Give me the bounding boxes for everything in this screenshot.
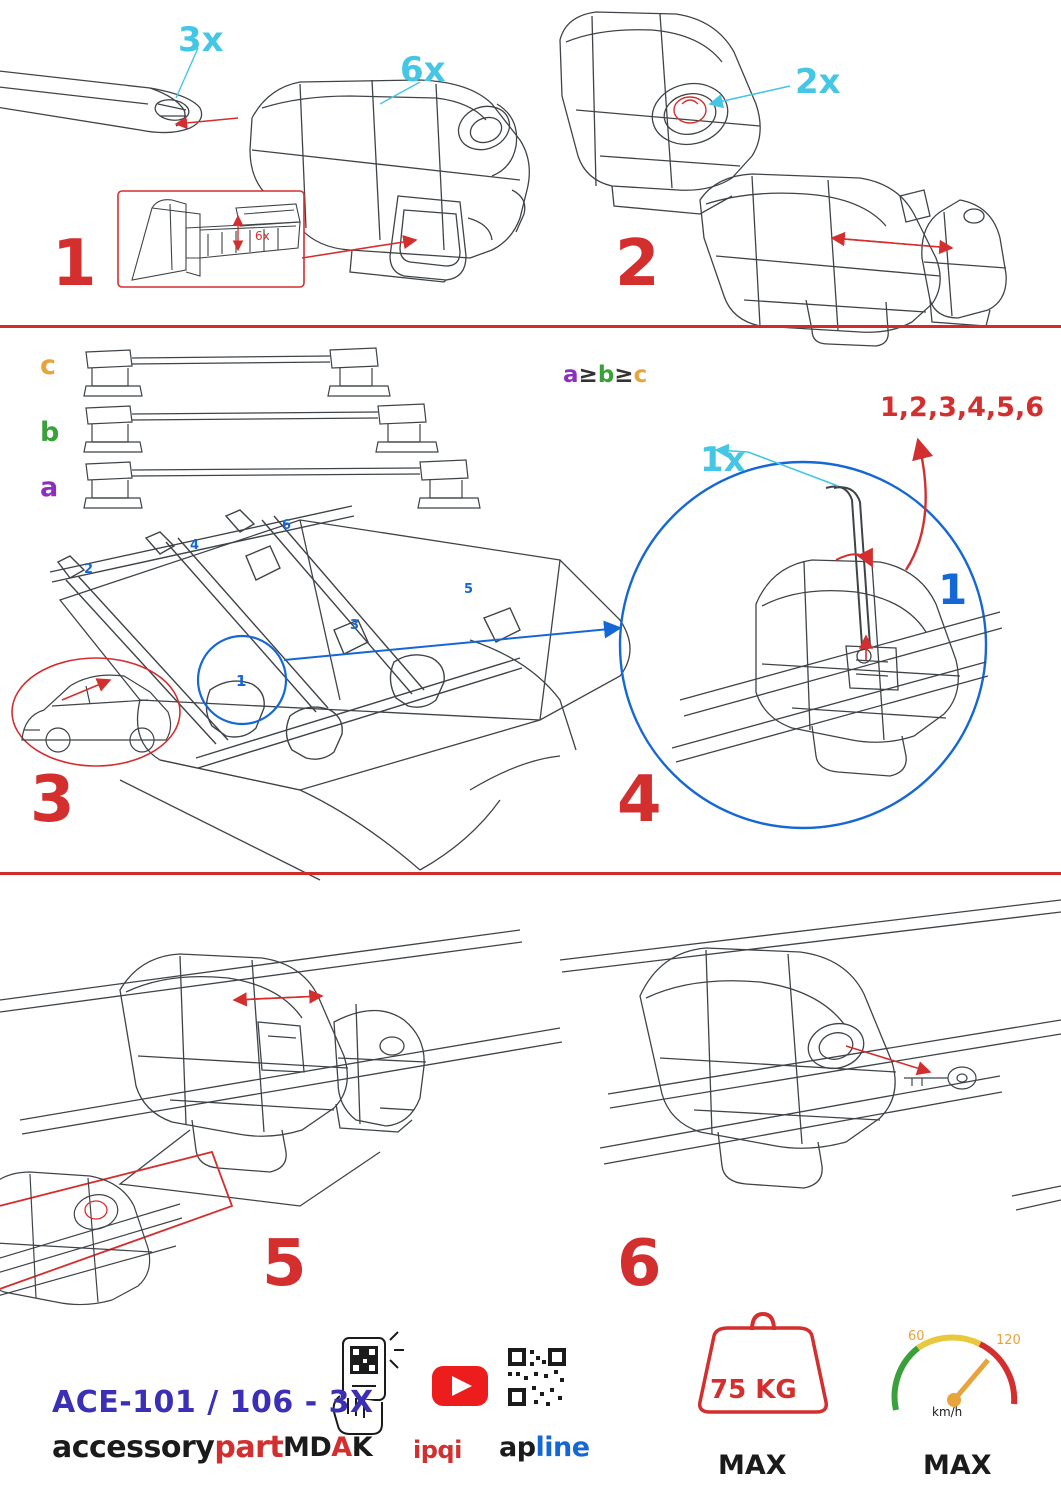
step-number-5: 5 (262, 1227, 306, 1301)
bar-size-label-c: c (40, 350, 57, 381)
bar-tag-6: 6 (282, 518, 292, 533)
inset-qty-label: 6x (255, 229, 270, 243)
step-number-4: 4 (617, 763, 661, 837)
step4-detail-circle (620, 462, 986, 828)
svg-text:120: 120 (996, 1333, 1021, 1348)
bar-tag-5: 5 (464, 582, 474, 597)
partner-ipqi: ipqi (413, 1436, 462, 1464)
bar-variant-a (84, 460, 480, 508)
qty-3x-label: 3x (178, 20, 224, 60)
foot-pair-assembly (700, 174, 1006, 346)
lock-barrel-highlight (674, 97, 706, 123)
relation-a: a (563, 362, 579, 388)
weight-max-label: MAX (718, 1450, 787, 1481)
mdak-md: MD (283, 1432, 332, 1463)
zoom-leader-blue (284, 628, 620, 660)
qr-code-icon (508, 1348, 566, 1406)
crossbar-profile (0, 70, 202, 133)
apline-line: line (535, 1432, 590, 1463)
bar-variant-c (84, 348, 390, 396)
svg-text:km/h: km/h (932, 1405, 963, 1419)
tighten-sequence-arrow (906, 440, 926, 570)
mdak-k: K (351, 1432, 373, 1463)
vehicle-orientation-badge (12, 658, 180, 766)
relation-sym-1: ≥ (578, 362, 598, 388)
section-divider-2 (0, 872, 1061, 875)
svg-text:60: 60 (908, 1329, 925, 1344)
qty-6x-label: 6x (400, 50, 446, 90)
key-icon (904, 1067, 976, 1089)
qty-2x-label: 2x (795, 62, 841, 102)
weight-limit-value: 75 KG (710, 1375, 797, 1405)
bar-tag-2: 2 (84, 562, 94, 577)
direction-arrow (62, 680, 110, 700)
bar-tag-1: 1 (236, 672, 247, 690)
roof-rails-and-bars (50, 506, 522, 768)
bar-variant-b (84, 404, 438, 452)
step-number-6: 6 (617, 1227, 661, 1301)
step-number-2: 2 (615, 227, 659, 301)
brand-name-part-2: part (214, 1430, 284, 1465)
foot-top-view (560, 12, 760, 214)
product-model-code: ACE-101 / 106 - 3X (52, 1385, 374, 1420)
mdak-a: A (331, 1432, 352, 1463)
turn-count-label: 1 (938, 565, 968, 614)
step-number-3: 3 (30, 763, 74, 837)
bar-size-label-a: a (40, 472, 59, 503)
relation-c: c (633, 362, 648, 388)
step5-rail-and-foot (0, 930, 562, 1206)
section-divider-1 (0, 325, 1061, 328)
partner-apline (499, 1432, 590, 1463)
step6-rail-and-foot (560, 900, 1061, 1210)
bar-tag-3: 3 (350, 618, 360, 633)
relation-sym-2: ≥ (614, 362, 634, 388)
brand-name-part-1: accessory (52, 1430, 215, 1465)
bar-tag-4: 4 (190, 538, 200, 553)
speed-max-label: MAX (923, 1450, 992, 1481)
step6-key-arrow (846, 1046, 930, 1072)
tighten-sequence-label: 1,2,3,4,5,6 (880, 392, 1045, 423)
bar-insert-arrow (176, 118, 238, 124)
qty-1x-label: 1x (700, 440, 746, 480)
bar-size-label-b: b (40, 417, 60, 448)
step5-foot-closeup (0, 1172, 182, 1312)
apline-ap: ap (499, 1432, 536, 1463)
qty1x-leader (748, 452, 838, 486)
hex-key-tool (826, 487, 870, 647)
step5-lock-highlight (85, 1201, 107, 1219)
size-relation (563, 362, 647, 388)
rotate-arrow (836, 554, 872, 566)
youtube-icon[interactable] (432, 1366, 488, 1406)
speedometer-icon (895, 1329, 1021, 1419)
relation-b: b (597, 362, 615, 388)
partner-mdak (283, 1432, 372, 1463)
step-number-1: 1 (52, 227, 96, 301)
brand-logo (52, 1430, 283, 1465)
car-side-icon (22, 675, 171, 752)
